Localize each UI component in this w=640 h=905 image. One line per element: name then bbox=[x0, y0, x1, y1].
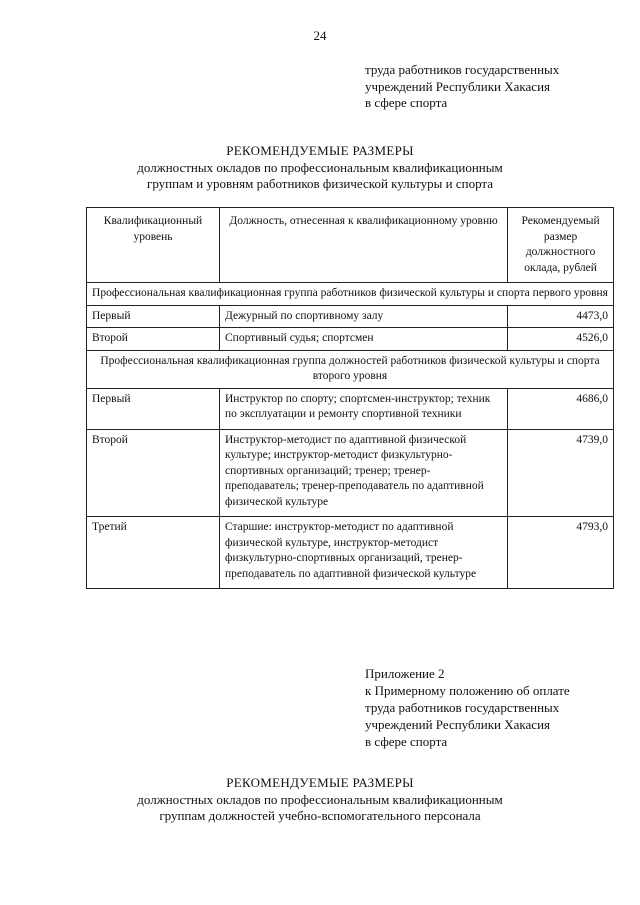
group-title: Профессиональная квалификационная группа должностей работников физической культуры и спорта второго уровня bbox=[87, 350, 614, 388]
title-subline: должностных окладов по профессиональным квалификационным bbox=[137, 791, 503, 807]
appendix-line: учреждений Республики Хакасия bbox=[365, 717, 551, 732]
appendix-line: труда работников государственных bbox=[365, 700, 560, 715]
group-row bbox=[87, 283, 614, 306]
level-cell: Первый bbox=[87, 305, 220, 328]
table-row bbox=[87, 328, 614, 351]
table-row bbox=[87, 388, 614, 429]
table-row bbox=[87, 429, 614, 517]
header-line: учреждений Республики Хакасия bbox=[365, 78, 551, 94]
title-subline: группам и уровням работников физической культуры и спорта bbox=[146, 176, 494, 191]
group-title: Профессиональная квалификационная группа работников физической культуры и спорта первого уровня bbox=[87, 283, 614, 306]
title-block-1 bbox=[0, 143, 640, 193]
salary-cell: 4686,0 bbox=[508, 388, 614, 429]
header-line: в сфере спорта bbox=[365, 95, 448, 110]
level-cell: Третий bbox=[87, 517, 220, 589]
appendix-block bbox=[365, 665, 570, 750]
level-cell: Второй bbox=[87, 328, 220, 351]
page-number: 24 bbox=[313, 28, 327, 43]
appendix-line: к Примерному положению об оплате bbox=[365, 683, 570, 698]
header-continuation bbox=[365, 62, 559, 112]
position-cell: Инструктор по спорту; спортсмен-инструктор; техник по эксплуатации и ремонту спортивной техники bbox=[220, 388, 508, 429]
appendix-line: Приложение 2 bbox=[365, 666, 445, 681]
title-heading: РЕКОМЕНДУЕМЫЕ РАЗМЕРЫ bbox=[226, 775, 414, 790]
table-header-row bbox=[87, 208, 614, 283]
header-position: Должность, отнесенная к квалификационному уровню bbox=[220, 208, 508, 283]
title-block-2 bbox=[0, 775, 640, 825]
level-cell: Первый bbox=[87, 388, 220, 429]
title-subline: группам должностей учебно-вспомогательного персонала bbox=[159, 808, 481, 823]
salary-cell: 4793,0 bbox=[508, 517, 614, 589]
title-heading: РЕКОМЕНДУЕМЫЕ РАЗМЕРЫ bbox=[226, 143, 414, 158]
header-salary: Рекомендуемый размер должностного оклада, рублей bbox=[508, 208, 614, 283]
salary-cell: 4473,0 bbox=[508, 305, 614, 328]
header-line: труда работников государственных bbox=[365, 62, 560, 77]
title-subline: должностных окладов по профессиональным квалификационным bbox=[137, 159, 503, 175]
salary-cell: 4526,0 bbox=[508, 328, 614, 351]
table-row bbox=[87, 305, 614, 328]
salary-cell: 4739,0 bbox=[508, 429, 614, 517]
position-cell: Инструктор-методист по адаптивной физической культуре; инструктор-методист физкультурно-спортивных организаций; тренер; тренер-преподаватель; тренер-преподаватель по адаптивной физической культуре bbox=[220, 429, 508, 517]
salary-table bbox=[86, 207, 614, 589]
position-cell: Спортивный судья; спортсмен bbox=[220, 328, 508, 351]
position-cell: Дежурный по спортивному залу bbox=[220, 305, 508, 328]
level-cell: Второй bbox=[87, 429, 220, 517]
header-level: Квалификационный уровень bbox=[87, 208, 220, 283]
table-row bbox=[87, 517, 614, 589]
appendix-line: в сфере спорта bbox=[365, 734, 448, 749]
group-row bbox=[87, 350, 614, 388]
position-cell: Старшие: инструктор-методист по адаптивной физической культуре, инструктор-методист физкультурно-спортивных организаций, тренер-преподаватель по адаптивной физической культуре bbox=[220, 517, 508, 589]
